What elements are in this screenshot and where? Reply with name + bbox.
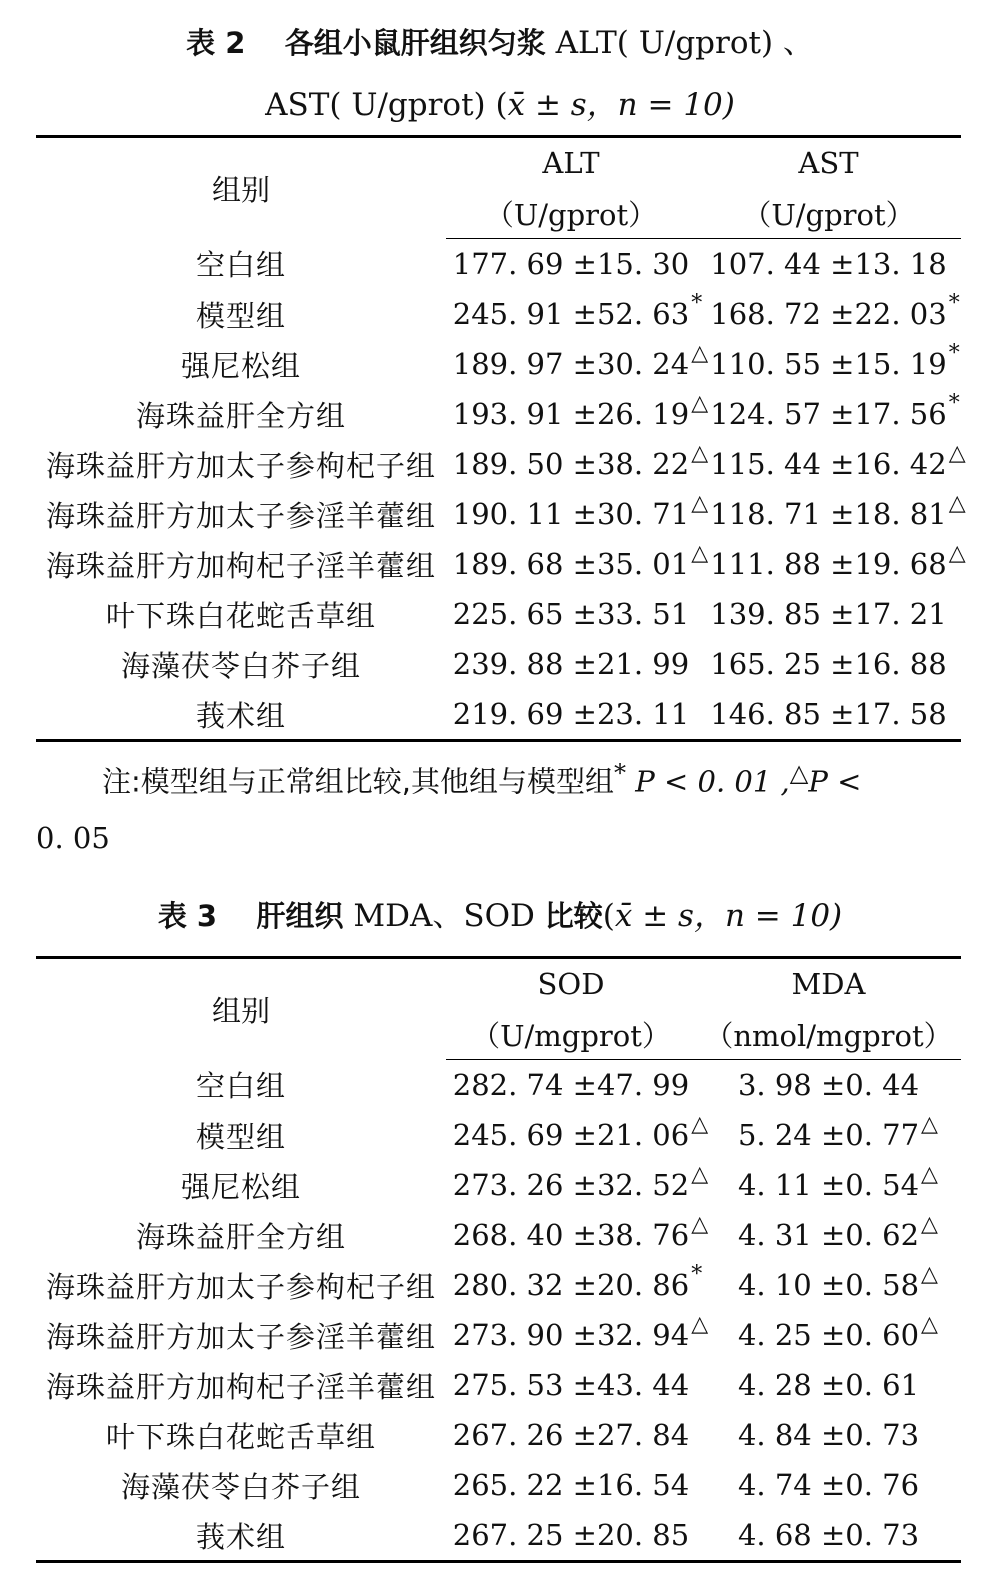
table-row <box>36 439 961 489</box>
row-group: 海珠益肝方加枸杞子淫羊藿组 <box>45 548 436 583</box>
row-value-col3: 165. 25 ±16. 88 <box>710 647 947 681</box>
row-group: 空白组 <box>195 248 286 283</box>
row-value-col3: 4. 74 ±0. 76 <box>737 1468 920 1502</box>
row-group: 海珠益肝全方组 <box>135 398 346 433</box>
row-value-col3: 4. 10 ±0. 58 △ <box>737 1262 938 1302</box>
row-value-col3: 110. 55 ±15. 19 * <box>710 341 960 381</box>
row-group: 海珠益肝方加枸杞子淫羊藿组 <box>45 1369 436 1404</box>
table-row <box>36 689 961 741</box>
row-group: 海珠益肝方加太子参枸杞子组 <box>45 448 436 483</box>
row-group: 强尼松组 <box>180 1169 301 1204</box>
table3-caption-open: ( <box>602 898 615 934</box>
table-row <box>36 1110 961 1160</box>
row-group: 海珠益肝全方组 <box>135 1219 346 1254</box>
row-mark-col2: * <box>691 1262 703 1287</box>
table-row <box>36 289 961 339</box>
row-value-col2: 275. 53 ±43. 44 <box>452 1368 690 1402</box>
row-value-col3: 4. 11 ±0. 54 △ <box>737 1162 938 1202</box>
row-mark-col3: * <box>948 341 960 366</box>
table-row <box>36 1260 961 1310</box>
row-group: 海藻茯苓白芥子组 <box>120 648 361 683</box>
table3-header-mda: MDA <box>696 958 961 1010</box>
row-value-col2: 268. 40 ±38. 76 △ <box>452 1212 709 1252</box>
table2-caption-tail: ALT( U/gprot) 、 <box>555 25 814 61</box>
note-p2-tail: 0. 05 <box>36 820 110 855</box>
table-row <box>36 539 961 589</box>
table3-caption-stats: ± s，n = 10) <box>632 898 843 934</box>
row-group: 海藻茯苓白芥子组 <box>120 1469 361 1504</box>
row-value-col2: 280. 32 ±20. 86 * <box>452 1262 703 1302</box>
row-mark-col2: △ <box>691 1312 709 1337</box>
row-group: 海珠益肝方加太子参淫羊藿组 <box>45 498 436 533</box>
note-mark-triangle: △ <box>789 759 809 787</box>
row-value-col2: 190. 11 ±30. 71 △ <box>452 491 709 531</box>
row-group: 莪术组 <box>195 1519 286 1554</box>
row-mark-col3: △ <box>948 441 966 466</box>
row-mark-col2: * <box>691 291 703 316</box>
table-row <box>36 1460 961 1510</box>
row-value-col2: 189. 50 ±38. 22 △ <box>452 441 709 481</box>
row-mark-col2: △ <box>691 341 709 366</box>
table-row <box>36 1360 961 1410</box>
row-value-col2: 267. 25 ±20. 85 <box>452 1518 690 1552</box>
row-value-col3: 5. 24 ±0. 77 △ <box>737 1112 938 1152</box>
row-value-col2: 265. 22 ±16. 54 <box>452 1468 690 1502</box>
row-group: 叶下珠白花蛇舌草组 <box>105 1419 376 1454</box>
table2-caption-line2 <box>0 74 1000 136</box>
table2-caption-stats: ± s，n = 10) <box>525 87 735 123</box>
note-p1: P < 0. 01 , <box>626 764 790 799</box>
table2-caption-head: AST( U/gprot) ( <box>265 87 508 123</box>
table2-caption <box>0 12 1000 136</box>
row-value-col2: 189. 68 ±35. 01 △ <box>452 541 709 581</box>
table2-header-group: 组别 <box>36 137 446 239</box>
row-mark-col2: △ <box>691 1212 709 1237</box>
table2-body <box>36 239 966 741</box>
row-mark-col3: △ <box>921 1112 938 1137</box>
table2-label: 表 2 <box>186 26 246 60</box>
table-row <box>36 239 961 290</box>
row-value-col3: 118. 71 ±18. 81 △ <box>710 491 966 531</box>
row-mark-col2: △ <box>691 1112 709 1137</box>
row-group: 模型组 <box>195 1119 286 1154</box>
row-value-col2: 267. 26 ±27. 84 <box>452 1418 690 1452</box>
table3-header-sod-unit: （U/mgprot） <box>446 1009 696 1060</box>
row-value-col2: 273. 90 ±32. 94 △ <box>452 1312 709 1352</box>
row-value-col2: 245. 69 ±21. 06 △ <box>452 1112 709 1152</box>
row-value-col2: 282. 74 ±47. 99 <box>452 1068 690 1102</box>
row-value-col2: 239. 88 ±21. 99 <box>452 647 690 681</box>
table-row <box>36 1510 961 1562</box>
table2-title: 各组小鼠肝组织匀浆 <box>284 26 546 60</box>
row-value-col2: 273. 26 ±32. 52 △ <box>452 1162 709 1202</box>
table3-header-mda-unit: （nmol/mgprot） <box>696 1009 961 1060</box>
row-value-col3: 4. 84 ±0. 73 <box>737 1418 920 1452</box>
row-group: 海珠益肝方加太子参枸杞子组 <box>45 1269 436 1304</box>
row-mark-col3: △ <box>921 1212 938 1237</box>
row-mark-col2: △ <box>691 491 709 516</box>
row-group: 海珠益肝方加太子参淫羊藿组 <box>45 1319 436 1354</box>
row-mark-col2: △ <box>691 541 709 566</box>
row-mark-col3: △ <box>921 1312 938 1337</box>
note-mark-star: * <box>614 759 627 787</box>
row-mark-col3: * <box>948 291 960 316</box>
row-mark-col3: △ <box>948 541 966 566</box>
row-value-col2: 245. 91 ±52. 63 * <box>452 291 703 331</box>
table-row <box>36 1410 961 1460</box>
row-value-col2: 189. 97 ±30. 24 △ <box>452 341 709 381</box>
table-row <box>36 1210 961 1260</box>
row-group: 莪术组 <box>195 698 286 733</box>
row-group: 空白组 <box>195 1069 286 1104</box>
table3-header-group: 组别 <box>36 958 446 1060</box>
row-value-col3: 4. 68 ±0. 73 <box>737 1518 920 1552</box>
table-row <box>36 639 961 689</box>
row-value-col2: 225. 65 ±33. 51 <box>452 597 690 631</box>
row-value-col2: 219. 69 ±23. 11 <box>452 697 690 731</box>
table2-note <box>36 745 961 866</box>
row-value-col3: 3. 98 ±0. 44 <box>737 1068 920 1102</box>
table2-header-ast: AST <box>696 137 961 189</box>
table-row <box>36 589 961 639</box>
row-value-col3: 115. 44 ±16. 42 △ <box>710 441 966 481</box>
row-value-col3: 4. 31 ±0. 62 △ <box>737 1212 938 1252</box>
table3-caption-mid: MDA、SOD <box>353 898 535 934</box>
table-row <box>36 1310 961 1360</box>
row-mark-col2: △ <box>691 441 709 466</box>
row-value-col2: 177. 69 ±15. 30 <box>452 247 690 281</box>
row-mark-col3: * <box>948 391 960 416</box>
row-value-col3: 107. 44 ±13. 18 <box>710 247 947 281</box>
table-row <box>36 1060 961 1111</box>
table-row <box>36 489 961 539</box>
row-value-col3: 168. 72 ±22. 03 * <box>710 291 960 331</box>
table2-header-ast-unit: （U/gprot） <box>696 188 961 239</box>
row-value-col3: 4. 25 ±0. 60 △ <box>737 1312 938 1352</box>
row-group: 模型组 <box>195 298 286 333</box>
table3-caption <box>0 885 1000 947</box>
table3 <box>36 956 961 1563</box>
row-mark-col3: △ <box>948 491 966 516</box>
table3-title2: 比较 <box>544 899 603 933</box>
table2 <box>36 135 966 742</box>
note-text: 注:模型组与正常组比较,其他组与模型组 <box>102 764 614 799</box>
row-value-col3: 4. 28 ±0. 61 <box>737 1368 920 1402</box>
table2-caption-line1 <box>0 12 1000 74</box>
table-row <box>36 389 961 439</box>
row-mark-col2: △ <box>691 1162 709 1187</box>
table-row <box>36 1160 961 1210</box>
table3-title: 肝组织 <box>256 899 344 933</box>
row-value-col3: 146. 85 ±17. 58 <box>710 697 947 731</box>
row-value-col3: 139. 85 ±17. 21 <box>710 597 947 631</box>
note-p2: P < <box>808 764 862 799</box>
table3-header-sod: SOD <box>446 958 696 1010</box>
row-value-col3: 124. 57 ±17. 56 * <box>710 391 960 431</box>
row-mark-col3: △ <box>921 1162 938 1187</box>
row-mark-col3: △ <box>921 1262 938 1287</box>
row-mark-col2: △ <box>691 391 709 416</box>
table2-header-alt: ALT <box>446 137 696 189</box>
table3-caption-xbar: x̄ <box>614 898 633 934</box>
row-group: 叶下珠白花蛇舌草组 <box>105 598 376 633</box>
row-group: 强尼松组 <box>180 348 301 383</box>
table-row <box>36 339 961 389</box>
table3-body <box>36 1060 961 1562</box>
table2-caption-xbar: x̄ <box>507 87 526 123</box>
table2-header-alt-unit: （U/gprot） <box>446 188 696 239</box>
row-value-col3: 111. 88 ±19. 68 △ <box>710 541 966 581</box>
row-value-col2: 193. 91 ±26. 19 △ <box>452 391 709 431</box>
table3-label: 表 3 <box>157 899 218 933</box>
